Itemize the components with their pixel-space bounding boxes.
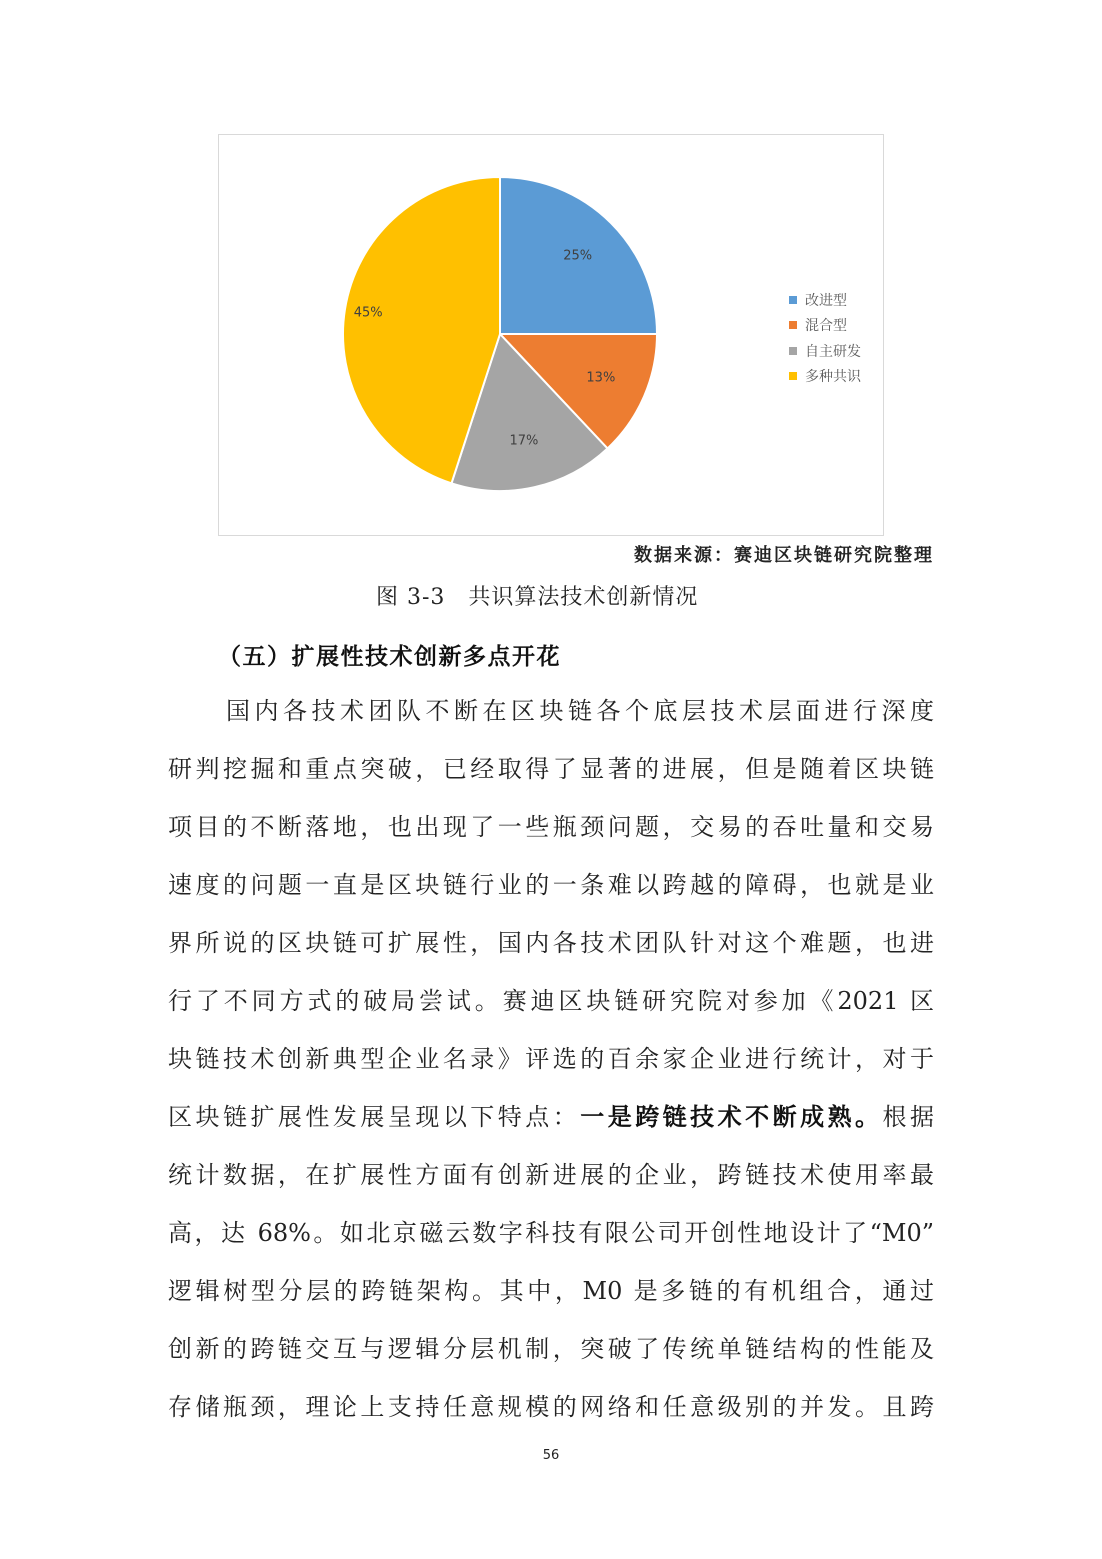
legend-label: 自主研发 — [805, 343, 861, 360]
text-line: 研判挖掘和重点突破，已经取得了显著的进展，但是随着区块链 — [168, 755, 934, 783]
legend-item — [789, 338, 861, 364]
text-line: 存储瓶颈，理论上支持任意规模的网络和任意级别的并发。且跨 — [168, 1393, 934, 1421]
bold-highlight: 一是跨链技术不断成熟。 — [580, 1102, 883, 1131]
section-heading: （五）扩展性技术创新多点开花 — [218, 643, 561, 670]
legend-swatch-icon — [789, 347, 797, 355]
text-span: 根据 — [882, 1103, 935, 1131]
text-line: 界所说的区块链可扩展性，国内各技术团队针对这个难题，也进 — [168, 929, 934, 957]
text-line: 统计数据，在扩展性方面有创新进展的企业，跨链技术使用率最 — [168, 1161, 934, 1189]
chart-legend — [789, 287, 861, 389]
text-line: 速度的问题一直是区块链行业的一条难以跨越的障碍，也就是业 — [168, 871, 934, 899]
text-line — [168, 1088, 934, 1146]
legend-label: 改进型 — [805, 292, 847, 309]
legend-swatch-icon — [789, 372, 797, 380]
figure-caption: 图 3-3 共识算法技术创新情况 — [376, 585, 699, 610]
page-number: 56 — [542, 1448, 560, 1463]
legend-item — [789, 313, 861, 339]
legend-swatch-icon — [789, 296, 797, 304]
legend-item — [789, 287, 861, 313]
text-line: 高，达 68%。如北京磁云数字科技有限公司开创性地设计了“M0” — [168, 1219, 934, 1247]
pie-data-label: 17% — [509, 433, 539, 449]
text-line: 行了不同方式的破局尝试。赛迪区块链研究院对参加《2021 区 — [168, 987, 934, 1015]
text-span: 区块链扩展性发展呈现以下特点： — [168, 1103, 581, 1131]
text-line: 逻辑树型分层的跨链架构。其中，M0 是多链的有机组合，通过 — [168, 1277, 934, 1305]
text-line: 项目的不断落地，也出现了一些瓶颈问题，交易的吞吐量和交易 — [168, 813, 934, 841]
pie-data-label: 25% — [563, 248, 593, 264]
body-paragraph — [168, 682, 934, 1436]
legend-label: 混合型 — [805, 318, 847, 335]
pie-chart — [218, 134, 884, 536]
legend-label: 多种共识 — [805, 369, 861, 386]
pie-data-label: 45% — [353, 305, 383, 321]
text-line: 块链技术创新典型企业名录》评选的百余家企业进行统计，对于 — [168, 1045, 934, 1073]
legend-swatch-icon — [789, 321, 797, 329]
pie-data-label: 13% — [586, 370, 616, 386]
text-line: 创新的跨链交互与逻辑分层机制，突破了传统单链结构的性能及 — [168, 1335, 934, 1363]
figure-source: 数据来源：赛迪区块链研究院整理 — [634, 545, 934, 566]
pie-chart-graphic — [219, 135, 885, 537]
legend-item — [789, 364, 861, 390]
text-line: 国内各技术团队不断在区块链各个底层技术层面进行深度 — [226, 697, 934, 725]
